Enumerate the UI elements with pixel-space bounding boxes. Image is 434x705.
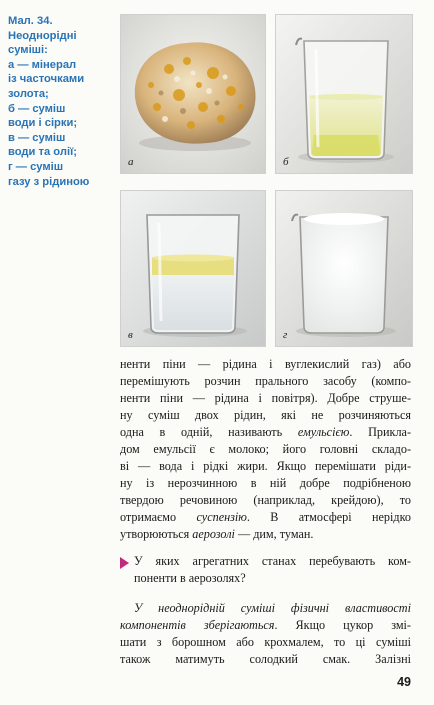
caption-line: в — суміш <box>8 131 66 144</box>
text-line <box>120 509 411 526</box>
caption-line: суміші: <box>8 44 48 57</box>
caption-line: води та олії; <box>8 146 77 159</box>
page-number: 49 <box>397 675 411 689</box>
caption-line: г — суміш <box>8 160 64 173</box>
term-aerosol: аерозолі <box>192 527 235 541</box>
caption-line: а — мінерал <box>8 58 77 71</box>
paragraph-mixtures <box>120 356 411 543</box>
photo-label-c: в <box>128 329 133 341</box>
text-line: ві — вода і рідкі жири. Якщо перемішати ріди- <box>120 459 411 473</box>
text-run: отримаємо <box>120 510 197 524</box>
figure-caption <box>8 14 112 189</box>
text-line <box>120 424 411 441</box>
photo-water-oil <box>120 190 266 347</box>
text-run: . В атмосфері нерідко <box>246 510 411 524</box>
caption-line: золота; <box>8 87 49 100</box>
text-line <box>120 617 411 634</box>
text-run: — дим, туман. <box>234 527 314 541</box>
text-run: . Якщо цукор змі- <box>274 618 411 632</box>
text-line: У неоднорідній суміші фізичні властивості <box>134 601 411 615</box>
caption-line: із часточками <box>8 73 85 86</box>
text-line: ненти піни — рідина і повітря). Добре струше- <box>120 391 411 405</box>
caption-line: газу з рідиною <box>8 175 90 188</box>
text-line: ненти піни — рідина і вуглекислий газ) або <box>120 357 411 371</box>
question-block <box>120 553 411 587</box>
text-line: шати з борошном або крохмалем, то ці суміші <box>120 635 411 649</box>
caption-line: б — суміш <box>8 102 66 115</box>
text-run: утворюються <box>120 527 193 541</box>
photo-mineral-gold <box>120 14 266 174</box>
caption-line: води і сірки; <box>8 117 78 130</box>
text-line: ну суміш двох рідин, які не розчиняються <box>120 408 411 422</box>
text-run: одна в одній, називають <box>120 425 298 439</box>
photo-label-a: а <box>128 156 134 168</box>
caption-line: Неоднорідні <box>8 29 77 42</box>
question-line: У яких агрегатних станах перебувають ком- <box>134 554 411 568</box>
text-line: також матимуть солодкий смак. Залізні <box>120 652 411 666</box>
caption-title: Мал. 34. <box>8 15 53 27</box>
triangle-marker-icon <box>120 557 129 569</box>
text-line: твердою речовиною (наприклад, крейдою), то <box>120 493 411 507</box>
photo-gas-liquid <box>275 190 413 347</box>
photo-label-d: г <box>283 329 288 341</box>
text-run: компонентів зберігаються <box>120 618 275 632</box>
text-line: ну із нерозчинною в ній добре подрібненою <box>120 476 411 490</box>
paragraph-properties <box>120 600 411 668</box>
question-line: поненти в аерозолях? <box>134 571 246 585</box>
photo-label-b: б <box>283 156 289 168</box>
text-line <box>120 526 411 543</box>
photo-water-sulfur <box>275 14 413 174</box>
text-run: . Прикла- <box>349 425 412 439</box>
text-line: перемішують розчин прального засобу (компо- <box>120 374 411 388</box>
term-emulsion: емульсією <box>297 425 350 439</box>
text-line: дом емульсії є молоко; його головні складо- <box>120 442 411 456</box>
term-suspension: суспензію <box>196 510 247 524</box>
